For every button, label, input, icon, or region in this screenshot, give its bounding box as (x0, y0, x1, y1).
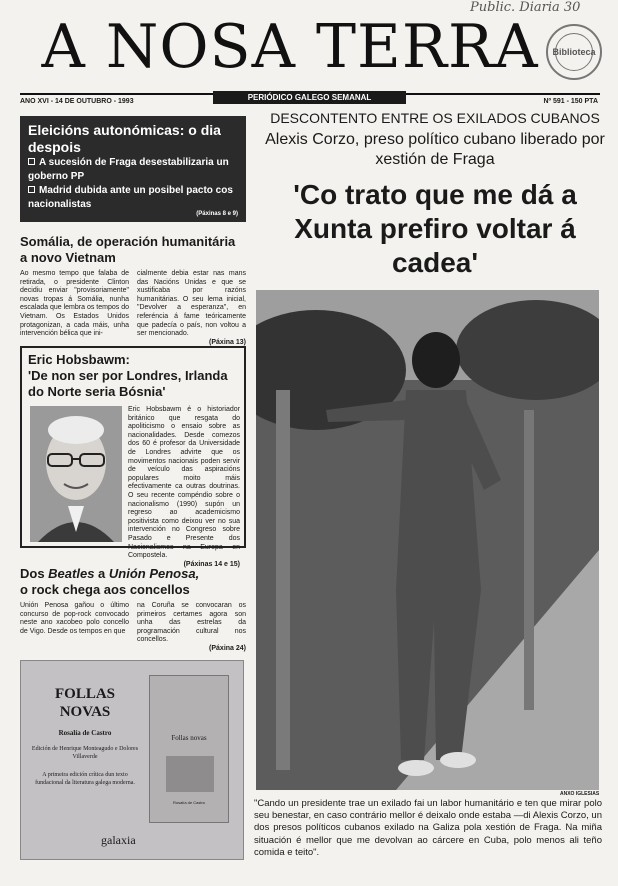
beatles-article[interactable] (20, 566, 246, 654)
lead-box-title: Eleicións autonómicas: o dia despois (28, 122, 221, 155)
lead-box-item-1: A sucesión de Fraga desestabilizaria un goberno PP (28, 157, 229, 182)
bullet-square-icon (28, 186, 35, 193)
ad-publisher: galaxia (101, 833, 136, 847)
feature-photo (256, 290, 599, 790)
lead-box-pages: (Páxinas 8 e 9) (196, 211, 238, 217)
hobsbawm-pages: (Páxinas 14 e 15) (183, 560, 240, 568)
hobsbawm-quote: 'De non ser por Londres, Irlanda do Norte seria Bósnia' (28, 368, 228, 399)
masthead-title: A NOSA TERRA (41, 12, 539, 82)
feature-kicker: DESCONTENTO ENTRE OS EXILADOS CUBANOS (270, 110, 600, 126)
hobsbawm-article[interactable] (20, 346, 246, 568)
beatles-pages: (Páxina 24) (209, 644, 246, 652)
beatles-title: Dos Beatles a Unión Penosa, o rock chega aos concellos (20, 566, 200, 597)
ad-edition: Edición de Henrique Monteagudo e Dolores Villaverde (31, 746, 139, 760)
hobsbawm-text: Eric Hobsbawm é o historiador británico que resgata do apoliticismo o ensaio sobre as nacionalidades. Desde comezos dos 60 é profesor da Universidade de Londres advirte que os movimentos nacionais poden servir de veículo das aspiracións populares moito máis efectivamente ca outras doutrinas. O seu recente compéndio sobre o nacionalismo (1990) supón un regreso ao academicismo positivista como deixou ver no sua intervención no Congreso sobre Pasado e Presente dos Nacionalismos na Europa en Compostela. (128, 406, 240, 560)
handwritten-note: Public. Diaria 30 (470, 0, 581, 15)
library-seal (546, 24, 602, 80)
follas-novas-ad[interactable] (20, 660, 244, 860)
lead-box-item-2: Madrid dubida ante un posibel pacto cos nacionalistas (28, 185, 233, 210)
feature-caption: "Cando un presidente trae un exilado fai un labor humanitário e ten que mirar polo seu benestar, en caso contrário mellor é deixalo onde estaba —di Alexis Corzo, un dos presos políticos cubanos exilado na Galiza pola xestión de Fraga. Na miña situación é mellor que me devolvan ao cárcere en Cuba, polo menos ali teño comida e teito". (254, 798, 602, 858)
somalia-title: Somália, de operación humanitária a novo Vietnam (20, 234, 236, 265)
lead-box[interactable] (20, 116, 246, 222)
price-info: Nº 591 - 150 PTA (543, 98, 598, 105)
hobsbawm-portrait (30, 406, 122, 542)
ad-book-cover (149, 675, 229, 823)
somalia-article[interactable] (20, 234, 246, 347)
bullet-square-icon (28, 158, 35, 165)
beatles-col-1: Unión Penosa gañou o último concurso de pop-rock convocado neste ano xacobeo polo concello de Vigo. Desde os tempos en que (20, 602, 129, 635)
beatles-col-2: na Coruña se convocaran os primeiros certames agora son unha das estrelas da programación cultural nos concellos. (137, 602, 246, 644)
somalia-col-2: cialmente debia estar nas mans das Nacións Unidas e que se xustificaba por razóns humanitárias. O seu lema inicial, "Devolver a esperanza", en referéncia á fame teóricamente que padecía o país, non voltou a ser mencionado. (137, 270, 246, 338)
book-cover-author: Rosalía de Castro (172, 800, 205, 805)
ad-author: Rosalía de Castro (58, 729, 112, 737)
somalia-pages: (Páxina 13) (209, 338, 246, 346)
photo-credit: ANXO IGLESIAS (560, 791, 600, 797)
seal-label: Biblioteca (555, 33, 593, 71)
issue-info: ANO XVI - 14 DE OUTUBRO - 1993 (20, 98, 134, 105)
somalia-col-1: Ao mesmo tempo que falaba de retirada, o presidente Clinton decidiu enviar "provisoriamente" novas tropas á Somália, nunha escalada que lembra os tempos do Vietnam. Os Estados Unidos protagonizan, a cada máis, unha intervención bélica que ini- (20, 270, 129, 338)
tagline: PERIÓDICO GALEGO SEMANAL (213, 91, 406, 104)
feature-headline[interactable]: 'Co trato que me dá a Xunta prefiro voltar á cadea' (293, 179, 577, 278)
feature-subhead: Alexis Corzo, preso político cubano liberado por xestión de Fraga (265, 131, 605, 168)
book-cover-title: Follas novas (171, 734, 207, 742)
ad-blurb: A primeira edición crítica dun texto fundacional da literatura galega moderna. (35, 772, 135, 786)
hobsbawm-name: Eric Hobsbawm: (28, 352, 130, 367)
ad-title: FOLLAS NOVAS (54, 686, 115, 720)
